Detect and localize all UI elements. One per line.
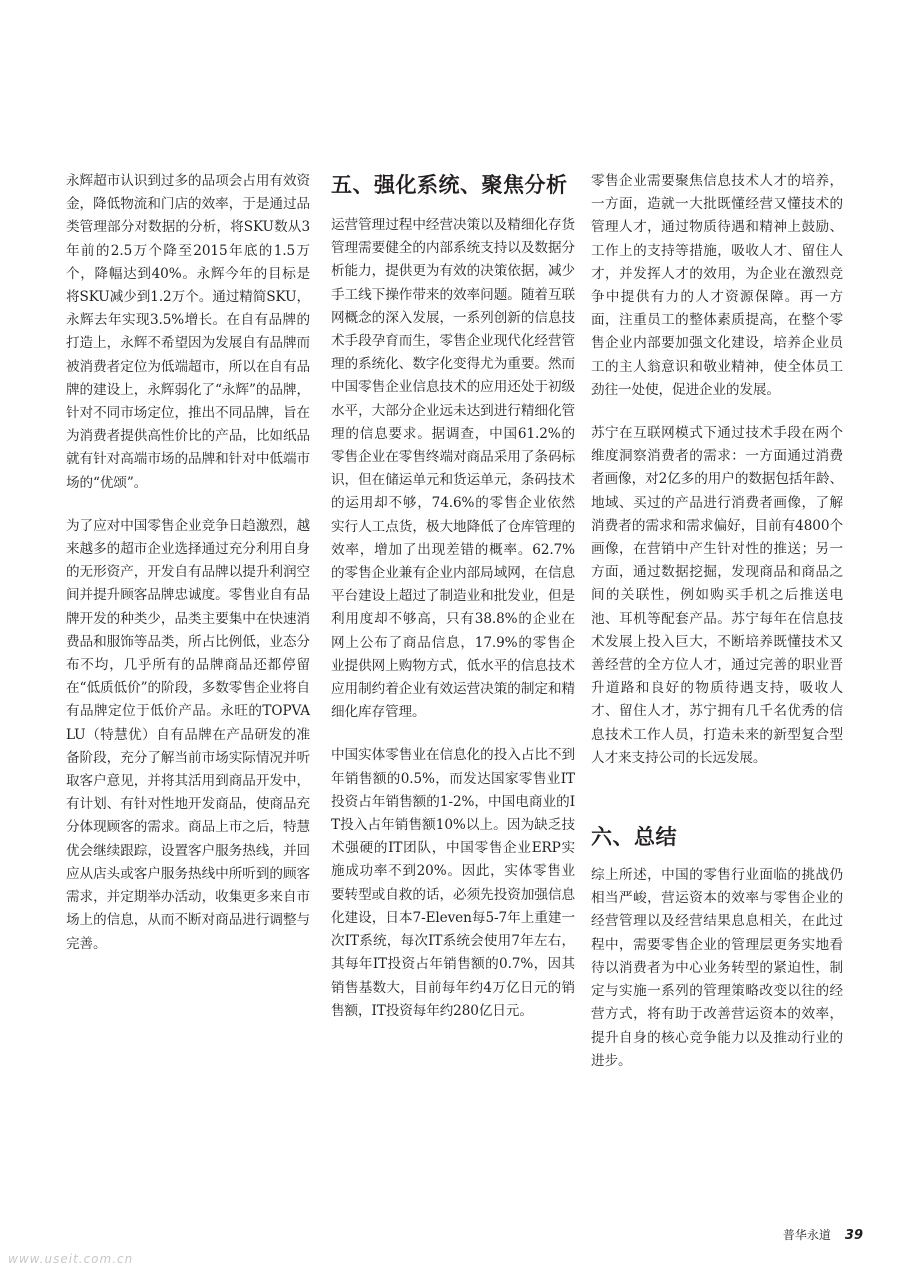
column-right [591, 170, 843, 1073]
page-footer [783, 1226, 863, 1243]
section-heading-five: 五、强化系统、聚焦分析 [331, 173, 568, 197]
paragraph-system-analysis: 运营管理过程中经营决策以及精细化存货管理需要健全的内部系统支持以及数据分析能力，提供更为有效的决策依据，减少手工线下操作带来的效率问题。随着互联网概念的深入发展，一系列创新的信息技术手段孕育而生，零售企业现代化经营管理的系统化、数字化变得尤为重要。然而中国零售企业信息技术的应用还处于初级水平，大部分企业远未达到进行精细化管理的信息要求。据调查，中国61.2%的零售企业在零售终端对商品采用了条码标识，但在储运单元和货运单元，条码技术的运用却不够，74.6%的零售企业依然实行人工点货，极大地降低了仓库管理的效率，增加了出现差错的概率。62.7%的零售企业兼有企业内部局域网，在信息平台建设上超过了制造业和批发业，但是利用度却不够高，只有38.8%的企业在网上公布了商品信息，17.9%的零售企业提供网上购物方式，低水平的信息技术应用制约着企业有效运营决策的制定和精细化库存管理。 [331, 217, 575, 721]
paragraph-it-investment: 中国实体零售业在信息化的投入占比不到年销售额的0.5%，而发达国家零售业IT投资占年销售额的1-2%，中国电商业的IT投入占年销售额10%以上。因为缺乏技术强硬的IT团队，中国零售企业ERP实施成功率不到20%。因此，实体零售业要转型或自救的话，必须先投资加强信息化建设，日本7-Eleven每5-7年上重建一次IT系统，每次IT系统会使用7年左右，其每年IT投资占年销售额的0.7%，因其销售基数大，目前每年约4万亿日元的销售额，IT投资每年约280亿日元。 [331, 747, 575, 1019]
section-heading-six: 六、总结 [591, 825, 677, 850]
column-left [66, 170, 310, 956]
paragraph-yonghui-sku: 永辉超市认识到过多的品项会占用有效资金，降低物流和门店的效率，于是通过品类管理部分对数据的分析，将SKU数从3年前的2.5万个降至2015年底的1.5万个，降幅达到40%。永辉今年的目标是将SKU减少到1.2万个。通过精简SKU，永辉去年实现3.5%增长。在自有品牌的打造上，永辉不希望因为发展自有品牌而被消费者定位为低端超市，所以在自有品牌的建设上，永辉弱化了“永辉”的品牌，针对不同市场定位，推出不同品牌，旨在为消费者提供高性价比的产品，比如纸品就有针对高端市场的品牌和针对中低端市场的“优颂”。 [66, 173, 310, 491]
page-number: 39 [844, 1228, 863, 1243]
paragraph-talent: 零售企业需要聚焦信息技术人才的培养，一方面，造就一大批既懂经营又懂技术的管理人才，通过物质待遇和精神上鼓励、工作上的支持等措施，吸收人才、留住人才，并发挥人才的效用，为企业在激烈竞争中提供有力的人才资源保障。再一方面，注重员工的整体素质提高，在整个零售企业内部要加强文化建设，培养企业员工的主人翁意识和敬业精神，使全体员工劲往一处使，促进企业的发展。 [591, 173, 843, 398]
watermark: www.useit.com.cn [8, 1252, 134, 1266]
paragraph-suning: 苏宁在互联网模式下通过技术手段在两个维度洞察消费者的需求：一方面通过消费者画像，对2亿多的用户的数据包括年龄、地域、买过的产品进行消费者画像，了解消费者的需求和需求偏好，目前有4800个画像，在营销中产生针对性的推送；另一方面，通过数据挖掘，发现商品和商品之间的关联性，例如购买手机之后推送电池、耳机等配套产品。苏宁每年在信息技术发展上投入巨大，不断培养既懂技术又善经营的全方位人才，通过完善的职业晋升道路和良好的物质待遇支持，吸收人才、留住人才，苏宁拥有几千名优秀的信息技术工作人员，打造未来的新型复合型人才来支持公司的长远发展。 [591, 425, 843, 766]
paragraph-private-label: 为了应对中国零售企业竞争日趋激烈，越来越多的超市企业选择通过充分利用自身的无形资产，开发自有品牌以提升利润空间并提升顾客品牌忠诚度。零售业自有品牌开发的种类少，品类主要集中在快速消费品和服饰等品类，所占比例低，业态分布不均，几乎所有的品牌商品还都停留在“低质低价”的阶段，多数零售企业将自有品牌定位于低价产品。永旺的TOPVALU（特慧优）自有品牌在产品研发的准备阶段，充分了解当前市场实际情况并听取客户意见，并将其活用到商品开发中，有计划、有针对性地开发商品，使商品充分体现顾客的需求。商品上市之后，特慧优会继续跟踪，设置客户服务热线，并回应从店头或客户服务热线中所听到的顾客需求，并定期举办活动，收集更多来自市场上的信息，从而不断对商品进行调整与完善。 [66, 517, 310, 952]
journal-name: 普华永道 [782, 1228, 831, 1242]
paragraph-summary: 综上所述，中国的零售行业面临的挑战仍相当严峻，营运资本的效率与零售企业的经营管理以及经营结果息息相关，在此过程中，需要零售企业的管理层更务实地看待以消费者为中心业务转型的紧迫性，制定与实施一系列的管理策略改变以往的经营方式，将有助于改善营运资本的效率，提升自身的核心竞争能力以及推动行业的进步。 [591, 867, 843, 1069]
column-middle [331, 170, 575, 1023]
